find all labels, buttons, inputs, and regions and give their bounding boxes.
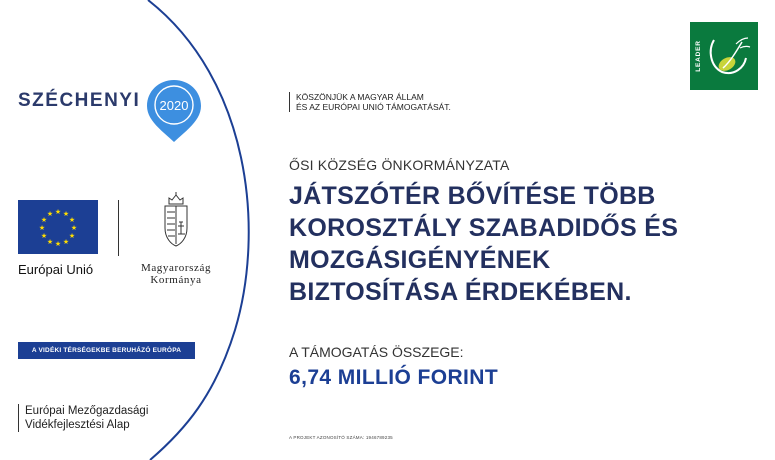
support-amount: 6,74 MILLIÓ FORINT [289,366,499,389]
eu-flag [18,200,98,254]
svg-text:★: ★ [68,232,76,240]
svg-text:★: ★ [54,240,62,248]
leader-text: LEADER [695,40,702,72]
eafrd-label [18,404,148,432]
svg-text:★: ★ [68,216,76,224]
szechenyi-year: 2020 [159,98,189,113]
svg-text:★: ★ [40,232,48,240]
hungarian-coat-of-arms-icon [160,192,192,248]
svg-text:★: ★ [46,210,54,218]
logo-divider [118,200,119,256]
svg-text:★: ★ [62,210,70,218]
thanks-line2: ÉS AZ EURÓPAI UNIÓ TÁMOGATÁSÁT. [296,102,451,112]
project-title-line-3: MOZGÁSIGÉNYÉNEK [289,246,551,274]
project-title [289,180,759,308]
project-title-line-1: JÁTSZÓTÉR BŐVÍTÉSE TÖBB [289,182,656,210]
project-title-line-2: KOROSZTÁLY SZABADIDŐS ÉS [289,214,679,242]
eu-stars-icon [18,200,98,254]
thanks-text [289,92,451,112]
eu-label: Európai Unió [18,262,94,277]
project-title-line-4: BIZTOSÍTÁSA ÉRDEKÉBEN. [289,278,632,306]
thanks-line1: KÖSZÖNJÜK A MAGYAR ÁLLAM [296,92,424,102]
hungary-label-line1: Magyarország [140,262,212,274]
szechenyi-wordmark: SZÉCHENYI [18,90,141,111]
leader-logo-icon [690,22,758,90]
eafrd-line1: Európai Mezőgazdasági [25,405,149,417]
svg-text:★: ★ [62,238,70,246]
svg-text:★: ★ [46,238,54,246]
hungary-label-line2: Kormánya [150,274,202,286]
hungary-label [124,262,228,286]
szechenyi-2020-pin-icon [143,78,205,144]
eafrd-line2: Vidékfejlesztési Alap [25,419,130,431]
support-amount-label: A TÁMOGATÁS ÖSSZEGE: [289,344,464,360]
organization-name: ŐSI KÖZSÉG ÖNKORMÁNYZATA [289,157,510,173]
project-id: A PROJEKT AZONOSÍTÓ SZÁMA: 1946789235 [289,435,393,440]
svg-text:★: ★ [54,208,62,216]
svg-text:★: ★ [70,224,78,232]
rural-europe-ribbon: A VIDÉKI TÉRSÉGEKBE BERUHÁZÓ EURÓPA [18,342,195,359]
svg-text:★: ★ [38,224,46,232]
svg-text:★: ★ [40,216,48,224]
